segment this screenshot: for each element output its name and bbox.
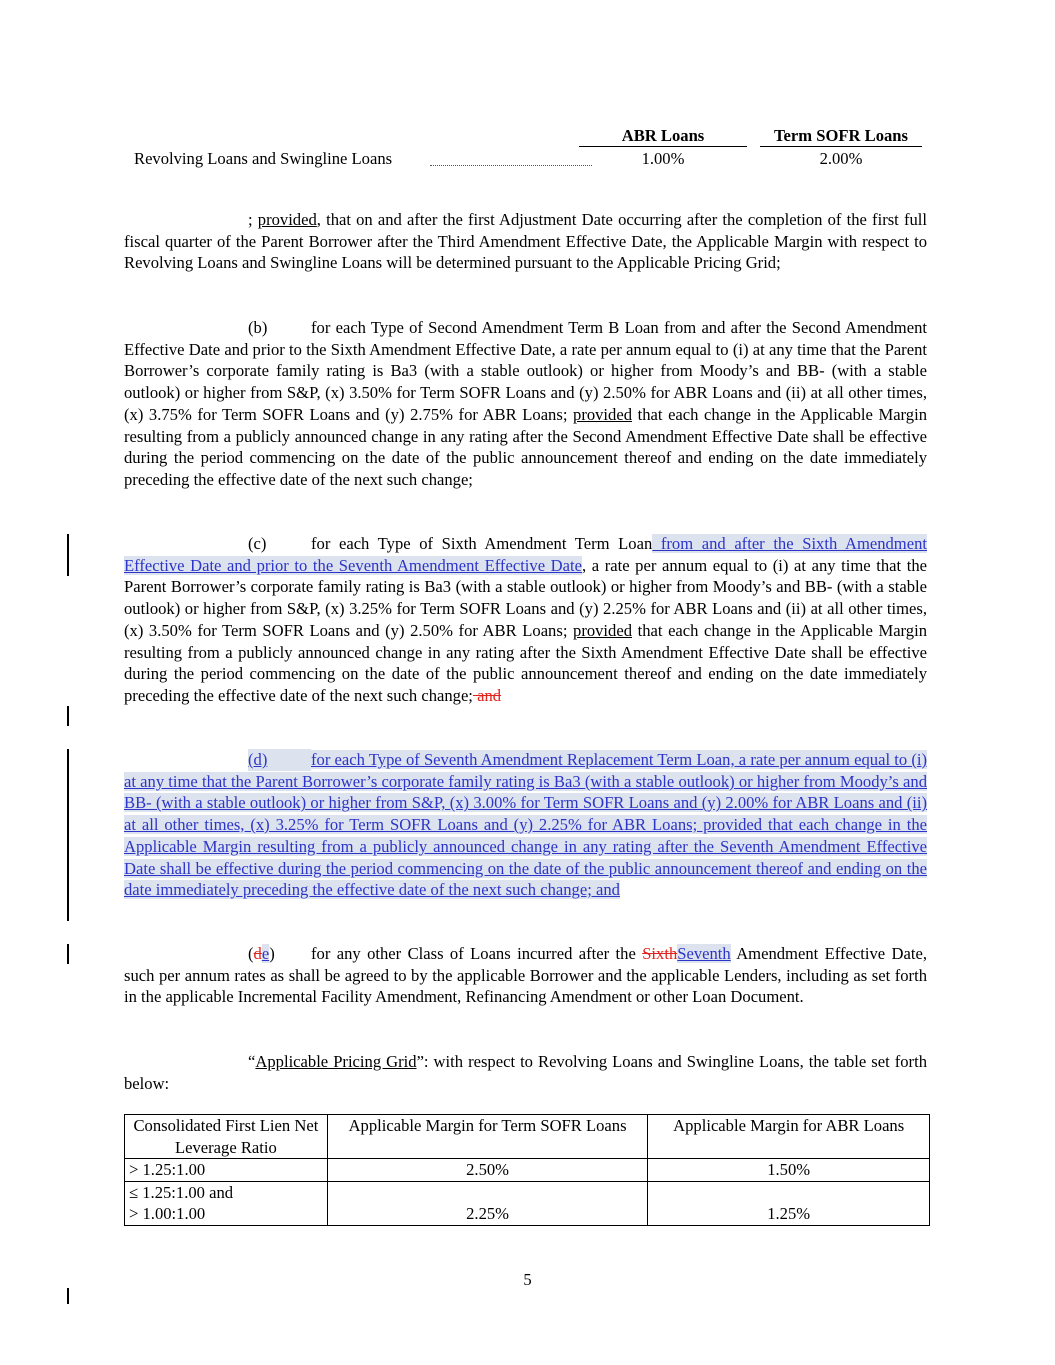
text: that each change in the Applicable Margin resulting from a publicly announced change in any rating after the Second Amendment Effective Date shall be effective during the period commencing on the date of the public announcement thereof and ending on the date immediately preceding the effective date of the next such change;	[124, 404, 927, 489]
table-header-row	[125, 1115, 930, 1159]
table-cell: 1.25%	[648, 1181, 930, 1225]
defined-term: Applicable Pricing Grid	[255, 1052, 417, 1071]
text: for each Type of Second Amendment Term B Loan from and after the Second Amendment Effective Date and prior to the Sixth Amendment Effective Date, a rate per annum equal to (i) at any time that the Parent Borrower’s corporate family rating is Ba3 (with a stable outlook) or higher from Moody’s and BB- (with a stable outlook) or higher from S&P, (x) 3.50% for Term SOFR Loans and (y) 2.50% for ABR Loans and (ii) at all other times, (x) 3.75% for Term SOFR Loans and (y) 2.75% for ABR Loans;	[124, 318, 927, 424]
pricing-grid-table	[124, 1114, 930, 1226]
deleted-text: Sixth	[642, 944, 678, 963]
inserted-text: Seventh	[677, 944, 731, 963]
clause-label: (d)	[248, 749, 311, 771]
text: that each change in the Applicable Margin resulting from a publicly announced change in any rating after the Sixth Amendment Effective Date shall be effective during the period commencing on the date of the public announcement thereof and ending on the date immediately preceding the effective date of the next such change;	[124, 620, 927, 705]
change-bar	[67, 749, 69, 921]
table-row	[125, 1159, 930, 1182]
page-number: 5	[523, 1270, 532, 1289]
clause-label: (b)	[248, 318, 268, 337]
table-cell: 2.50%	[327, 1159, 648, 1182]
text: , that on and after the first Adjustment Date occurring after the completion of the first full fiscal quarter of the Parent Borrower after the Third Amendment Effective Date, the Applicable Margin with respect to Revolving Loans and Swingline Loans will be determined pursuant to the Applicable Pricing Grid;	[124, 210, 927, 273]
paragraph-d-inserted	[124, 749, 927, 901]
pricing-grid-definition	[124, 1051, 927, 1094]
paragraph-e	[124, 943, 927, 1008]
table-cell: 1.50%	[648, 1159, 930, 1182]
provided-term: provided	[573, 404, 633, 424]
table-row	[125, 1181, 930, 1225]
provided-term: provided	[573, 620, 633, 640]
change-bar	[67, 944, 69, 964]
provided-term: provided	[257, 210, 317, 229]
ratio-line: ≤ 1.25:1.00 and	[129, 1182, 234, 1202]
change-bar	[67, 534, 69, 576]
text: “	[248, 1052, 256, 1071]
text: Amendment Effective Date, such per annum rates as shall be agreed to by the applicable Borrower and the applicable Lenders, including as set forth in the applicable Incremental Facility Amendment, Refinancing Amendment or other Loan Document.	[124, 944, 927, 1007]
table-header: Applicable Margin for Term SOFR Loans	[327, 1115, 648, 1159]
text: ”: with respect to Revolving Loans and Swingline Loans, the table set forth below:	[124, 1052, 927, 1093]
text: , a rate per annum equal to (i) at any time that the Parent Borrower’s corporate family rating is Ba3 (with a stable outlook) or higher from Moody’s and BB- (with a stable outlook) or higher from S&P, (x) 3.25% for Term SOFR Loans and (y) 2.25% for ABR Loans and (ii) at all other times, (x) 3.50% for Term SOFR Loans and (y) 2.50% for ABR Loans;	[124, 555, 927, 640]
change-bar	[67, 706, 69, 726]
text: )	[269, 944, 275, 963]
rate-row-label: Revolving Loans and Swingline Loans	[134, 149, 393, 168]
text: (	[248, 944, 254, 963]
table-header: Consolidated First Lien Net Leverage Ratio	[125, 1115, 328, 1159]
table-cell	[125, 1181, 328, 1225]
clause-label: (c)	[248, 534, 267, 553]
abr-rate-value: 1.00%	[641, 149, 685, 168]
inserted-text: e	[261, 944, 270, 963]
paragraph-a-proviso	[124, 209, 927, 274]
text: for any other Class of Loans incurred after the	[311, 944, 643, 963]
inserted-text: from and after the Sixth Amendment Effective Date and prior to the Seventh Amendment Effective Date	[124, 534, 927, 575]
inserted-text: for each Type of Seventh Amendment Replacement Term Loan, a rate per annum equal to (i) at any time that the Parent Borrower’s corporate family rating is Ba3 (with a stable outlook) or higher from Moody’s and BB- (with a stable outlook) or higher from S&P, (x) 3.00% for Term SOFR Loans and (y) 2.00% for ABR Loans and (ii) at all other times, (x) 3.25% for Term SOFR Loans and (y) 2.25% for ABR Loans; provided that each change in the Applicable Margin resulting from a publicly announced change in any rating after the Seventh Amendment Effective Date shall be effective during the period commencing on the date of the public announcement thereof and ending on the date immediately preceding the effective date of the next such change; and	[124, 750, 927, 900]
text: ;	[248, 210, 258, 229]
table-header: Applicable Margin for ABR Loans	[648, 1115, 930, 1159]
leader-dots	[430, 165, 592, 166]
sofr-rate-value: 2.00%	[819, 149, 863, 168]
change-bar	[67, 1288, 69, 1304]
paragraph-b	[124, 317, 927, 491]
deleted-text: d	[253, 944, 262, 963]
abr-loans-header: ABR Loans	[579, 126, 747, 147]
table-cell: 2.25%	[327, 1181, 648, 1225]
paragraph-c	[124, 533, 927, 707]
text: for each Type of Sixth Amendment Term Loan	[311, 534, 653, 553]
ratio-line: > 1.00:1.00	[129, 1204, 206, 1223]
table-cell: > 1.25:1.00	[125, 1159, 328, 1182]
deleted-text: and	[472, 685, 502, 705]
term-sofr-loans-header: Term SOFR Loans	[760, 126, 922, 147]
